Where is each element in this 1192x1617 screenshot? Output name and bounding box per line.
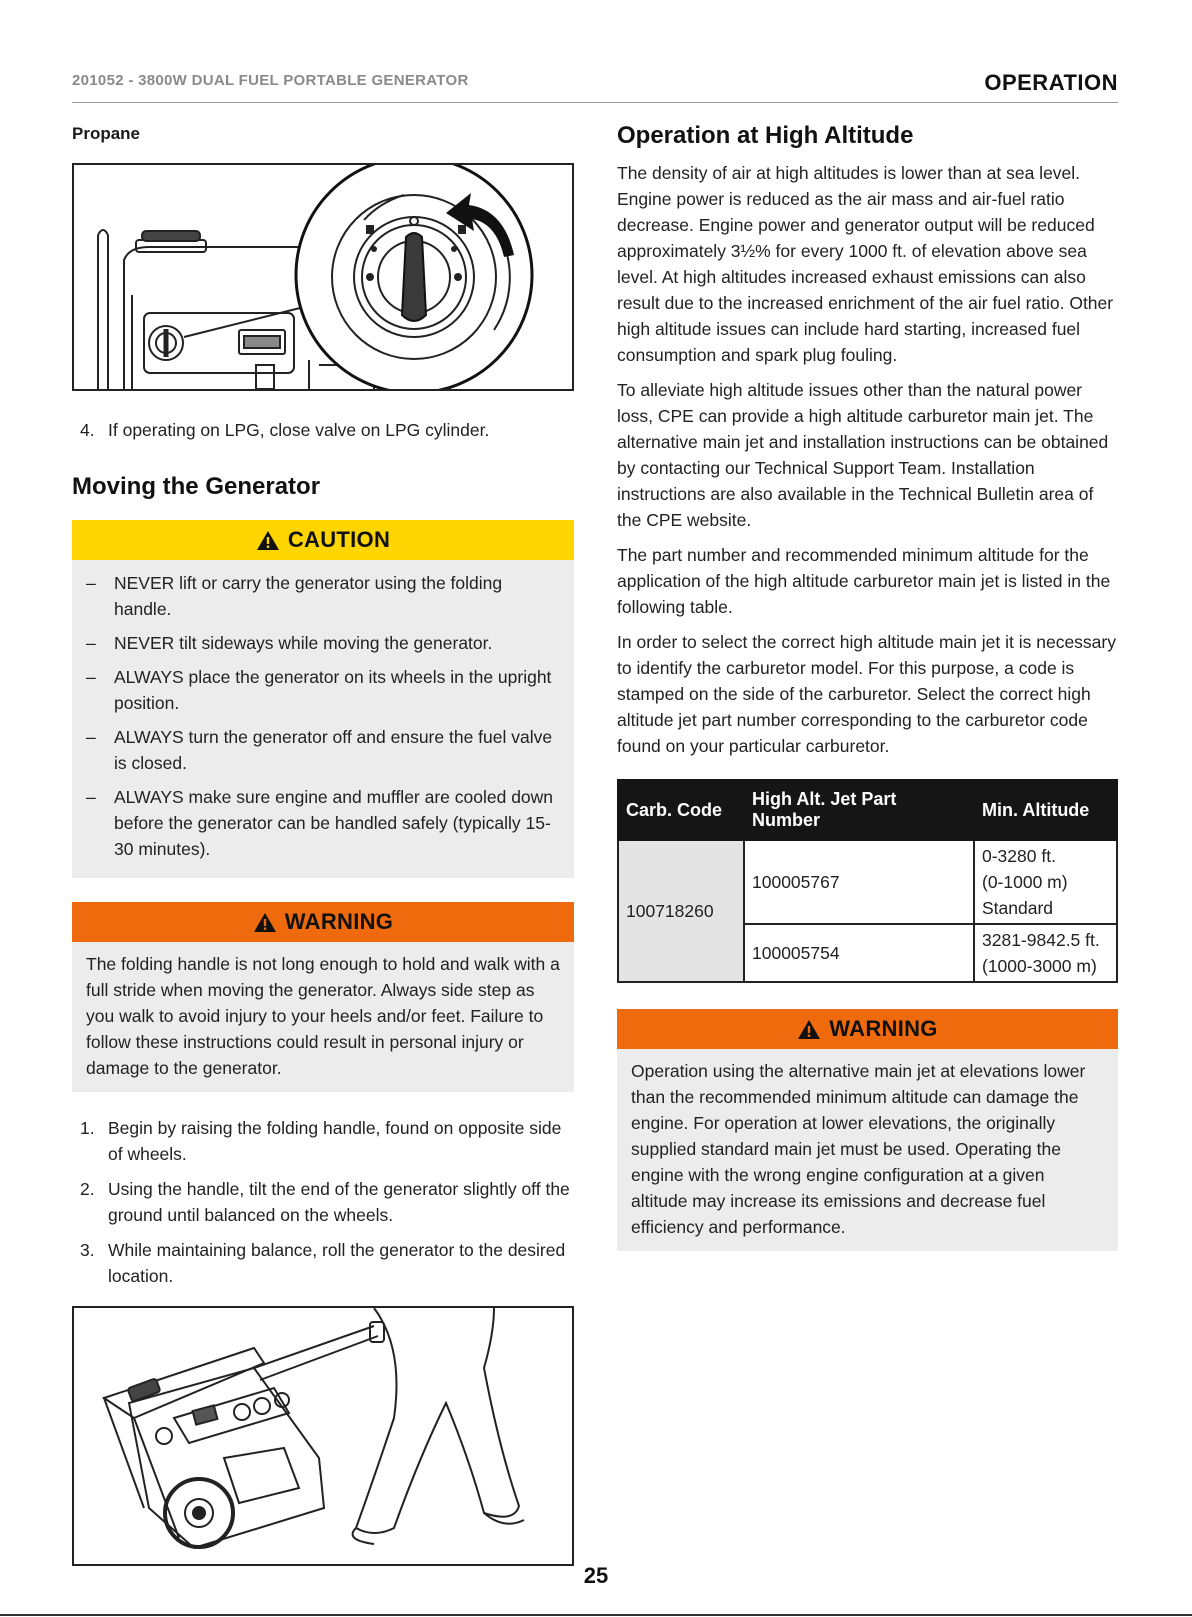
moving-heading: Moving the Generator <box>72 473 321 500</box>
paragraph: The density of air at high altitudes is lower than at sea level. Engine power is reduced as the air mass and air-fuel ratio decrease. Engine power and generator output will be reduced approximately 3½% for every 1000 ft. of elevation above sea level. At high altitudes increased exhaust emissions can also result due to the increased enrichment of the air fuel ratio. Other high altitude issues can include hard starting, increased fuel consumption and spark plug fouling. <box>617 163 1114 365</box>
list-item: 1. Begin by raising the folding handle, found on opposite side of wheels. <box>80 1118 562 1164</box>
warning-header: WARNING <box>617 1009 1118 1049</box>
warning-triangle-icon <box>253 912 277 933</box>
page-number: 25 <box>583 1563 609 1588</box>
list-item: 2. Using the handle, tilt the end of the generator slightly off the ground until balanced on the wheels. <box>80 1179 570 1225</box>
column-header: Min. Altitude <box>974 780 1117 840</box>
warning-triangle-icon <box>256 530 280 551</box>
column-header: Carb. Code <box>618 780 744 840</box>
table-row <box>618 840 1117 924</box>
fuel-selector-drawing <box>74 165 572 389</box>
list-item: – ALWAYS place the generator on its wheels in the upright position. <box>86 667 552 713</box>
high-altitude-heading: Operation at High Altitude <box>617 122 914 149</box>
paragraph: To alleviate high altitude issues other than the natural power loss, CPE can provide a high altitude carburetor main jet. The alternative main jet and installation instructions can be obtained by contacting our Technical Support Team. Installation instructions are also available in the Technical Bulletin area of the CPE website. <box>617 380 1109 530</box>
list-item: 3. While maintaining balance, roll the generator to the desired location. <box>80 1240 566 1286</box>
warning-box-handle <box>72 902 574 1092</box>
paragraph: In order to select the correct high altitude main jet it is necessary to identify the carburetor model. For this purpose, a code is stamped on the side of the carburetor. Select the correct high altitude jet part number corresponding to the carburetor code found on your particular carburetor. <box>617 632 1116 756</box>
warning-body: The folding handle is not long enough to hold and walk with a full stride when moving the generator. Always side step as you walk to avoid injury to your heels and/or feet. Failure to follow these instructions could result in personal injury or damage to the generator. <box>72 942 574 1092</box>
list-item: 4. If operating on LPG, close valve on LPG cylinder. <box>80 420 490 440</box>
section-title: OPERATION <box>984 70 1118 95</box>
list-item: – NEVER lift or carry the generator using the folding handle. <box>86 573 503 619</box>
moving-steps <box>72 1115 574 1289</box>
right-column <box>617 122 1118 1251</box>
warning-box-altitude <box>617 1009 1118 1251</box>
moving-generator-illustration <box>72 1306 574 1566</box>
warning-body: Operation using the alternative main jet at elevations lower than the recommended minimum altitude can damage the engine. For operation at lower elevations, the originally supplied standard main jet must be used. Operating the engine with the wrong engine configuration at a given altitude may increase its emissions and decrease fuel efficiency and performance. <box>617 1049 1118 1251</box>
column-header: High Alt. Jet Part Number <box>744 780 974 840</box>
list-item: – ALWAYS make sure engine and muffler are cooled down before the generator can be handled safely (typically 15-30 minutes). <box>86 787 554 859</box>
bottom-divider <box>0 1614 1192 1616</box>
caution-body <box>72 560 574 878</box>
part-number-cell: 100005767 <box>744 840 974 924</box>
fuel-selector-illustration <box>72 163 574 391</box>
propane-steps <box>72 417 574 443</box>
header-divider <box>72 102 1118 103</box>
list-item: – ALWAYS turn the generator off and ensure the fuel valve is closed. <box>86 727 553 773</box>
caution-list <box>86 570 560 862</box>
propane-heading: Propane <box>72 124 141 143</box>
warning-header: WARNING <box>72 902 574 942</box>
jet-table <box>617 779 1118 983</box>
document-title: 201052 - 3800W DUAL FUEL PORTABLE GENERATOR <box>72 72 469 89</box>
part-number-cell: 100005754 <box>744 924 974 982</box>
altitude-cell: 0-3280 ft. (0-1000 m) Standard <box>974 840 1117 924</box>
caution-box <box>72 520 574 878</box>
list-item: – NEVER tilt sideways while moving the generator. <box>86 633 493 653</box>
paragraph: The part number and recommended minimum altitude for the application of the high altitude carburetor main jet is listed in the following table. <box>617 545 1111 617</box>
table-header-row <box>618 780 1117 840</box>
warning-triangle-icon <box>797 1019 821 1040</box>
carb-code-cell: 100718260 <box>618 840 744 982</box>
moving-generator-drawing <box>74 1308 572 1564</box>
caution-header: CAUTION <box>72 520 574 560</box>
left-column <box>72 124 574 1566</box>
altitude-cell: 3281-9842.5 ft. (1000-3000 m) <box>974 924 1117 982</box>
